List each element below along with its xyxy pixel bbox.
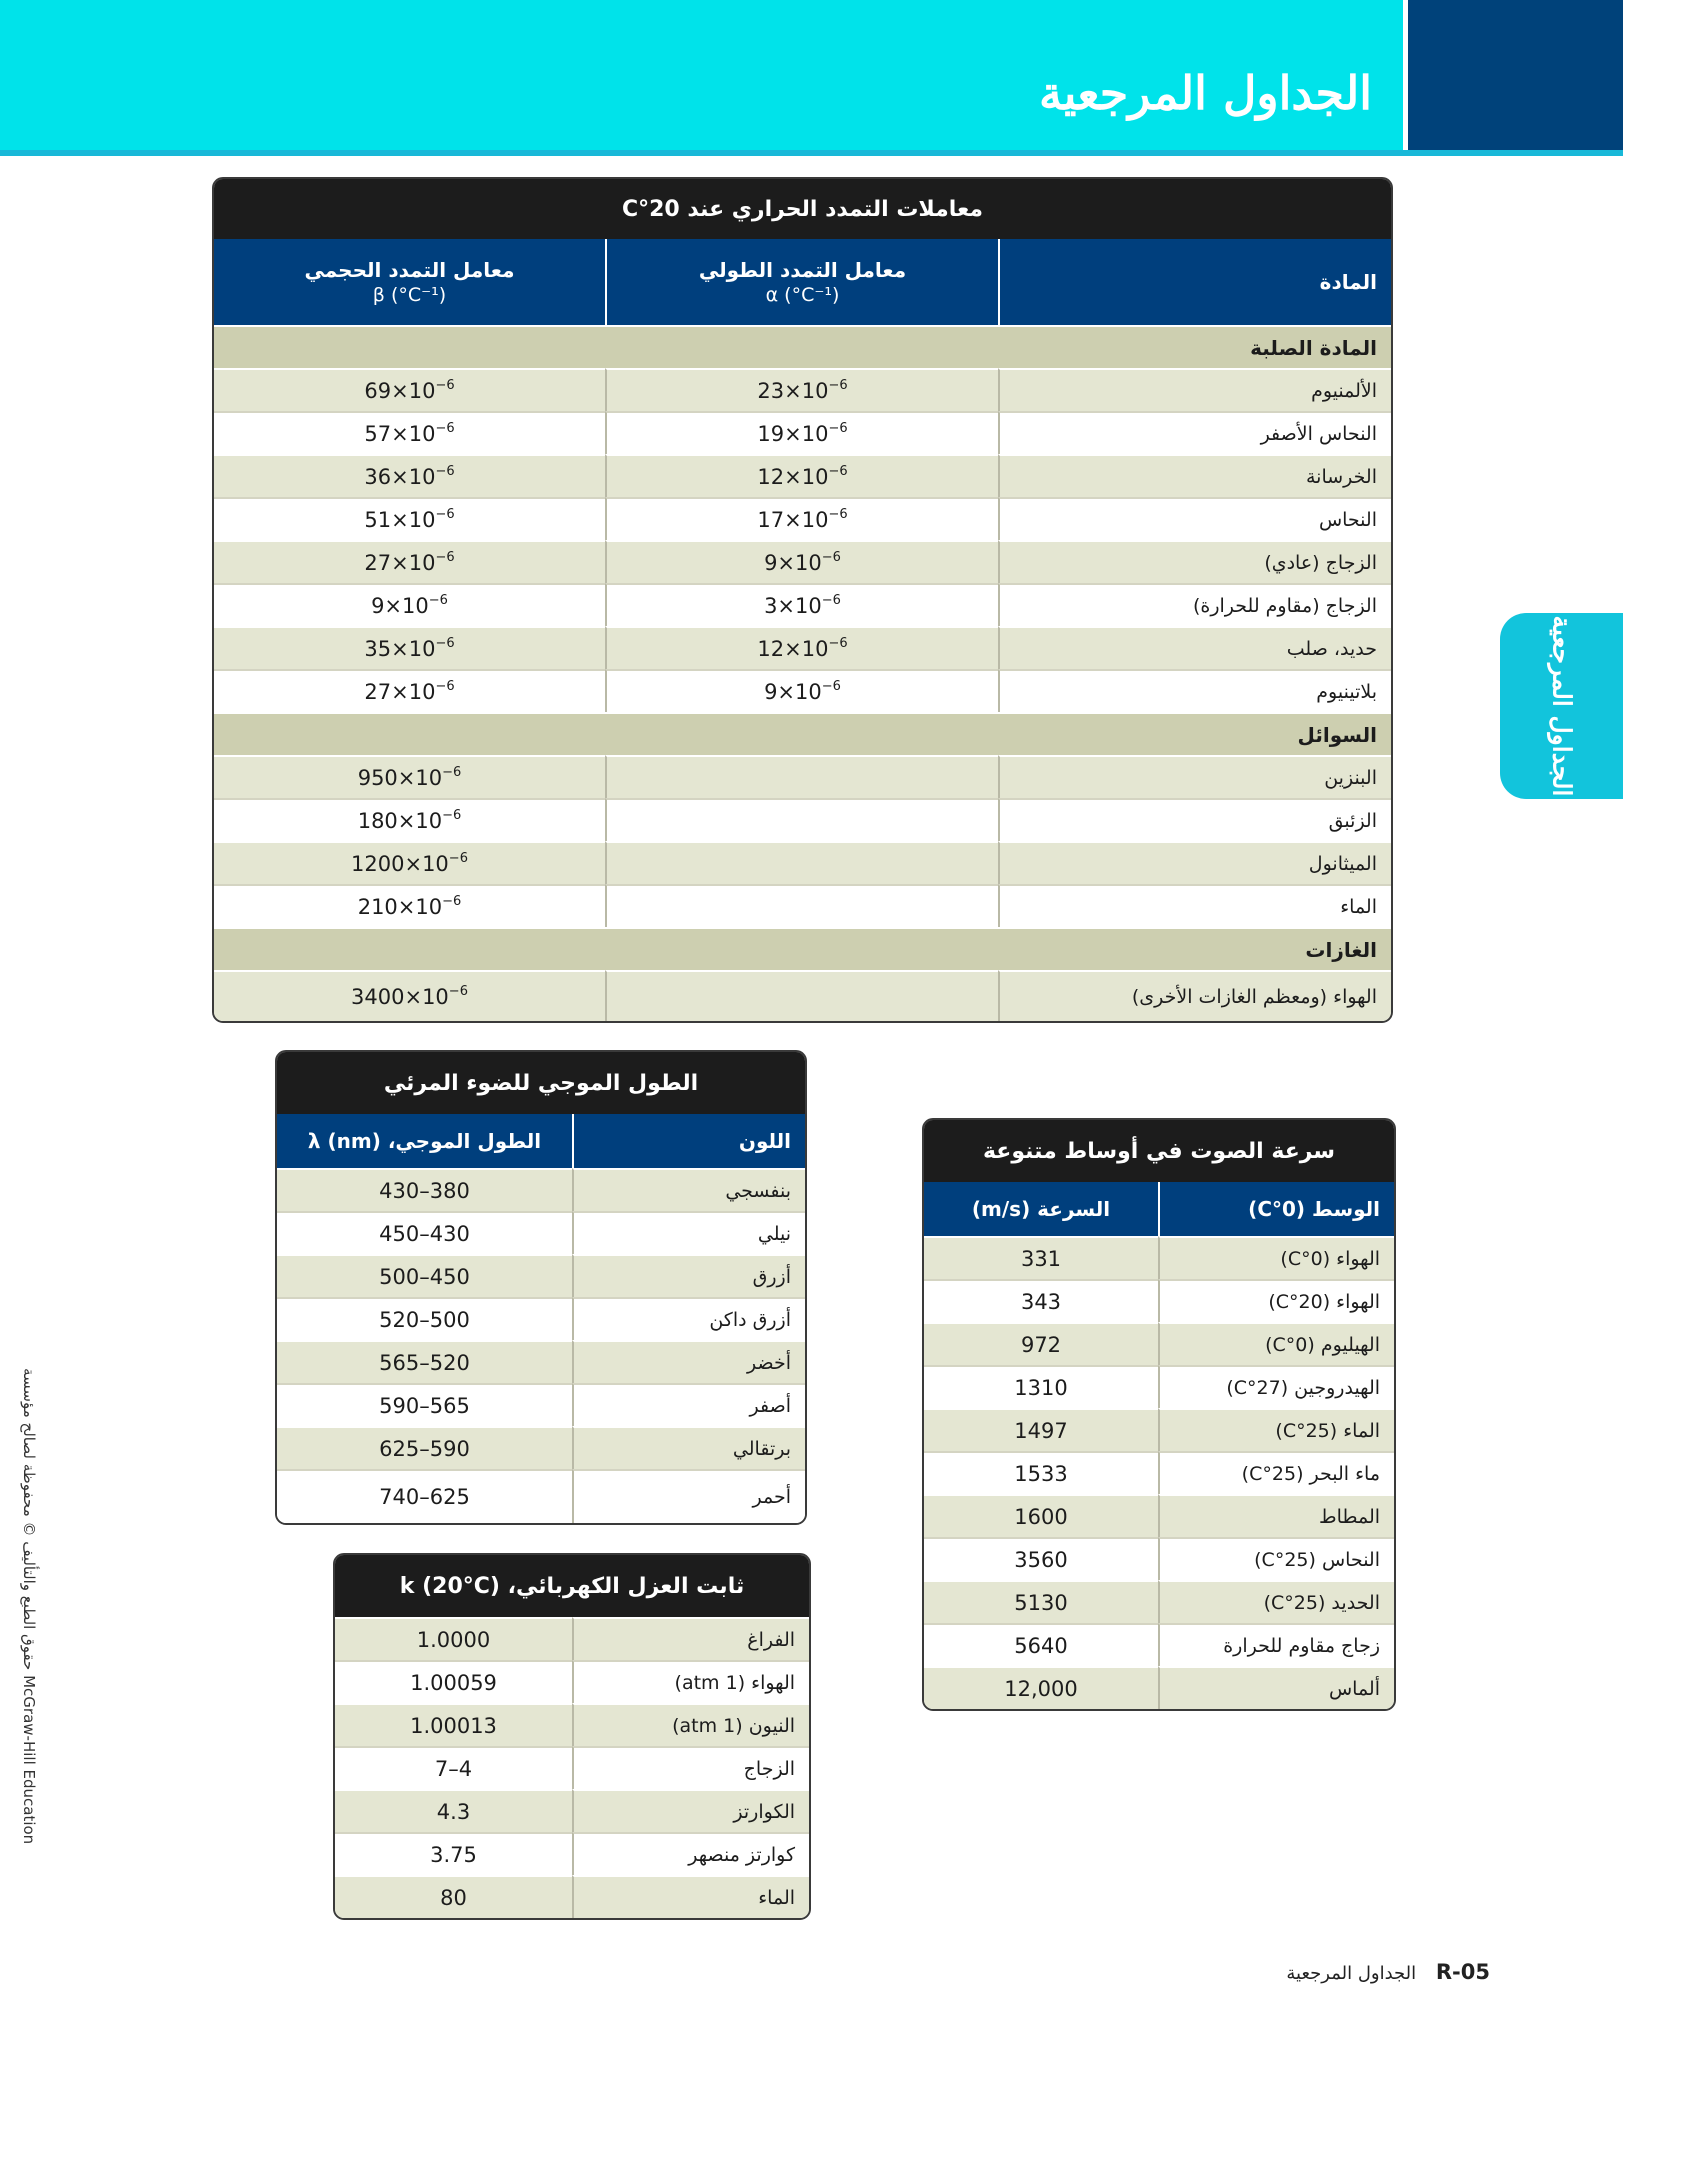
value-mantissa: 12×10 [757,465,829,489]
table-row [924,1365,1394,1408]
table-row [214,755,1391,798]
value-text [764,679,841,704]
dielectric-constant-cell: 3.75 [335,1832,572,1875]
table-title: ثابت العزل الكهربائي، k (20°C) [335,1555,809,1617]
material-cell: الماء [572,1875,809,1918]
section-label: السوائل [214,712,1391,755]
medium-cell: الماء (25°C) [1158,1408,1394,1451]
material-cell: الهواء (1 atm) [572,1660,809,1703]
value-mantissa: 210×10 [357,895,443,919]
table-row [214,669,1391,712]
wavelength-range-cell: 500–520 [277,1297,572,1340]
value-mantissa: 27×10 [364,551,436,575]
value-text [358,808,462,833]
table-row [924,1580,1394,1623]
material-cell: النيون (1 atm) [572,1703,809,1746]
table-row [214,411,1391,454]
volume-coefficient-column-header [214,239,605,325]
linear-coefficient-cell [605,755,998,798]
volume-coefficient-cell [214,669,605,712]
value-mantissa: 3400×10 [351,985,449,1009]
section-row [214,712,1391,755]
table-row [214,454,1391,497]
value-mantissa: 51×10 [364,508,436,532]
material-cell: الهواء (ومعظم الغازات الأخرى) [998,970,1391,1021]
volume-coefficient-cell [214,368,605,411]
value-text [364,679,454,704]
linear-coefficient-cell [605,626,998,669]
header-rule [0,150,1623,156]
footer-label: الجداول المرجعية [1286,1963,1417,1984]
volume-coefficient-cell [214,970,605,1021]
linear-coefficient-cell [605,798,998,841]
wavelength-range-cell: 625–740 [277,1469,572,1523]
material-cell: الفراغ [572,1617,809,1660]
medium-cell: الهيدروجين (27°C) [1158,1365,1394,1408]
medium-cell: الهواء (20°C) [1158,1279,1394,1322]
volume-coefficient-cell [214,884,605,927]
table-title: الطول الموجي للضوء المرئي [277,1052,805,1114]
value-mantissa: 12×10 [757,637,829,661]
value-exponent: −6 [821,679,841,694]
medium-cell: ألماس [1158,1666,1394,1709]
material-cell: النحاس [998,497,1391,540]
value-text [364,378,454,403]
value-text [757,421,847,446]
value-text [364,464,454,489]
value-exponent: −6 [442,808,462,823]
material-cell: الخرسانة [998,454,1391,497]
table-row [277,1383,805,1426]
table-title: سرعة الصوت في أوساط متنوعة [924,1120,1394,1182]
speed-cell: 1600 [924,1494,1158,1537]
linear-coefficient-cell [605,411,998,454]
wavelength-range-cell: 565–590 [277,1383,572,1426]
page-footer [1160,1960,1490,1984]
table-row [277,1426,805,1469]
value-exponent: −6 [821,593,841,608]
table-row [924,1279,1394,1322]
material-column-header [998,239,1391,325]
table-row [214,583,1391,626]
table-row [214,497,1391,540]
material-cell: كوارتز منصهر [572,1832,809,1875]
value-text [351,851,468,876]
value-mantissa: 57×10 [364,422,436,446]
color-column-header: اللون [572,1114,805,1168]
table-title: معاملات التمدد الحراري عند 20°C [214,179,1391,239]
table-row [924,1537,1394,1580]
medium-cell: الهواء (0°C) [1158,1236,1394,1279]
speed-cell: 12,000 [924,1666,1158,1709]
value-mantissa: 180×10 [357,809,443,833]
wavelength-range-cell: 590–625 [277,1426,572,1469]
medium-cell: النحاس (25°C) [1158,1537,1394,1580]
color-cell: أصفر [572,1383,805,1426]
value-exponent: −6 [448,851,468,866]
section-label: الغازات [214,927,1391,970]
material-cell: الألمنيوم [998,368,1391,411]
material-cell: البنزين [998,755,1391,798]
table-row [335,1617,809,1660]
dielectric-constant-cell: 80 [335,1875,572,1918]
volume-coefficient-cell [214,411,605,454]
speed-cell: 343 [924,1279,1158,1322]
table-row [924,1322,1394,1365]
medium-cell: الهيليوم (0°C) [1158,1322,1394,1365]
dielectric-constant-cell: 4–7 [335,1746,572,1789]
volume-coefficient-cell [214,798,605,841]
volume-coefficient-cell [214,454,605,497]
value-text [757,464,847,489]
speed-cell: 1533 [924,1451,1158,1494]
linear-coefficient-cell [605,970,998,1021]
value-exponent: −6 [828,507,848,522]
speed-cell: 331 [924,1236,1158,1279]
table-row [335,1703,809,1746]
table-row [335,1832,809,1875]
value-text [757,636,847,661]
table-row [214,970,1391,1021]
value-text [358,894,462,919]
table-row [335,1789,809,1832]
header-band-accent [1408,0,1623,153]
volume-coefficient-cell [214,755,605,798]
table-row [335,1875,809,1918]
material-cell: حديد، صلب [998,626,1391,669]
material-cell: النحاس الأصفر [998,411,1391,454]
medium-column-header: الوسط (0°C) [1158,1182,1394,1236]
value-exponent: −6 [435,636,455,651]
value-mantissa: 19×10 [757,422,829,446]
medium-cell: زجاج مقاوم للحرارة [1158,1623,1394,1666]
value-mantissa: 1200×10 [351,852,449,876]
value-mantissa: 69×10 [364,379,436,403]
value-mantissa: 36×10 [364,465,436,489]
material-cell: الزجاج (مقاوم للحرارة) [998,583,1391,626]
visible-light-wavelength-table [275,1050,807,1525]
color-cell: برتقالي [572,1426,805,1469]
value-text [371,593,448,618]
volume-coefficient-cell [214,583,605,626]
value-text [364,421,454,446]
medium-cell: ماء البحر (25°C) [1158,1451,1394,1494]
material-cell: الزئبق [998,798,1391,841]
table-row [214,798,1391,841]
volume-coefficient-cell [214,540,605,583]
volume-coefficient-cell [214,841,605,884]
linear-coefficient-cell [605,884,998,927]
table-row [277,1469,805,1523]
table-row [214,368,1391,411]
medium-cell: المطاط [1158,1494,1394,1537]
value-exponent: −6 [448,984,468,999]
table-row [335,1660,809,1703]
color-cell: أخضر [572,1340,805,1383]
value-text [364,507,454,532]
dielectric-constant-cell: 1.00013 [335,1703,572,1746]
table-row [924,1666,1394,1709]
linear-coefficient-cell [605,841,998,884]
dielectric-constant-cell: 1.0000 [335,1617,572,1660]
linear-coefficient-cell [605,454,998,497]
linear-coefficient-cell [605,669,998,712]
value-mantissa: 9×10 [764,680,822,704]
value-exponent: −6 [442,765,462,780]
value-mantissa: 27×10 [364,680,436,704]
value-mantissa: 950×10 [357,766,443,790]
side-tab-label: الجداول المرجعية [1547,615,1576,797]
value-exponent: −6 [435,378,455,393]
page-title: الجداول المرجعية [1038,66,1372,120]
value-exponent: −6 [435,421,455,436]
table-row [277,1168,805,1211]
thermal-expansion-table [212,177,1393,1023]
section-side-tab[interactable] [1500,613,1623,799]
linear-header-unit: α (°C⁻¹) [765,284,840,306]
linear-coefficient-cell [605,497,998,540]
value-mantissa: 17×10 [757,508,829,532]
value-exponent: −6 [435,507,455,522]
section-label: المادة الصلبة [214,325,1391,368]
material-header-label: المادة [1319,270,1377,294]
linear-coefficient-column-header [605,239,998,325]
wavelength-column-header: الطول الموجي، λ (nm) [277,1114,572,1168]
value-exponent: −6 [435,679,455,694]
value-text [757,378,847,403]
value-exponent: −6 [828,636,848,651]
material-cell: الماء [998,884,1391,927]
value-mantissa: 9×10 [764,551,822,575]
volume-header-label: معامل التمدد الحجمي [304,258,515,282]
material-cell: بلاتينيوم [998,669,1391,712]
volume-coefficient-cell [214,626,605,669]
dielectric-constant-cell: 1.00059 [335,1660,572,1703]
table-row [214,540,1391,583]
speed-of-sound-table [922,1118,1396,1711]
speed-cell: 972 [924,1322,1158,1365]
table-row [924,1494,1394,1537]
table-row [277,1254,805,1297]
material-cell: الكوارتز [572,1789,809,1832]
table-row [335,1746,809,1789]
wavelength-range-cell: 450–500 [277,1254,572,1297]
table-row [924,1451,1394,1494]
value-exponent: −6 [428,593,448,608]
color-cell: بنفسجي [572,1168,805,1211]
table-row [214,884,1391,927]
value-exponent: −6 [435,550,455,565]
wavelength-range-cell: 430–450 [277,1211,572,1254]
value-text [757,507,847,532]
section-row [214,325,1391,368]
linear-coefficient-cell [605,540,998,583]
value-exponent: −6 [442,894,462,909]
table-row [924,1623,1394,1666]
table-row [277,1340,805,1383]
value-text [764,550,841,575]
value-exponent: −6 [828,421,848,436]
table-row [214,841,1391,884]
value-text [364,636,454,661]
table-row [924,1408,1394,1451]
material-cell: الزجاج (عادي) [998,540,1391,583]
value-exponent: −6 [821,550,841,565]
volume-header-unit: β (°C⁻¹) [372,284,447,306]
linear-coefficient-cell [605,368,998,411]
value-text [364,550,454,575]
color-cell: أزرق داكن [572,1297,805,1340]
speed-column-header: السرعة (m/s) [924,1182,1158,1236]
dielectric-constant-table [333,1553,811,1920]
value-text [351,984,468,1009]
linear-coefficient-cell [605,583,998,626]
value-text [358,765,462,790]
speed-cell: 3560 [924,1537,1158,1580]
color-cell: نيلي [572,1211,805,1254]
dielectric-constant-cell: 4.3 [335,1789,572,1832]
speed-cell: 5640 [924,1623,1158,1666]
table-row [277,1211,805,1254]
volume-coefficient-cell [214,497,605,540]
speed-cell: 5130 [924,1580,1158,1623]
speed-cell: 1310 [924,1365,1158,1408]
value-mantissa: 9×10 [371,594,429,618]
value-text [764,593,841,618]
value-mantissa: 3×10 [764,594,822,618]
value-exponent: −6 [828,378,848,393]
speed-cell: 1497 [924,1408,1158,1451]
material-cell: الميثانول [998,841,1391,884]
color-cell: أحمر [572,1469,805,1523]
material-cell: الزجاج [572,1746,809,1789]
page-code: R-05 [1435,1960,1490,1984]
value-mantissa: 23×10 [757,379,829,403]
table-row [214,626,1391,669]
value-exponent: −6 [435,464,455,479]
color-cell: أزرق [572,1254,805,1297]
section-row [214,927,1391,970]
table-row [924,1236,1394,1279]
linear-header-label: معامل التمدد الطولي [698,258,907,282]
wavelength-range-cell: 380–430 [277,1168,572,1211]
value-mantissa: 35×10 [364,637,436,661]
table-row [277,1297,805,1340]
medium-cell: الحديد (25°C) [1158,1580,1394,1623]
value-exponent: −6 [828,464,848,479]
wavelength-range-cell: 520–565 [277,1340,572,1383]
copyright-credit: حقوق الطبع والتأليف © محفوظة لصالح مؤسسة McGraw-Hill Education [20,1368,38,1845]
